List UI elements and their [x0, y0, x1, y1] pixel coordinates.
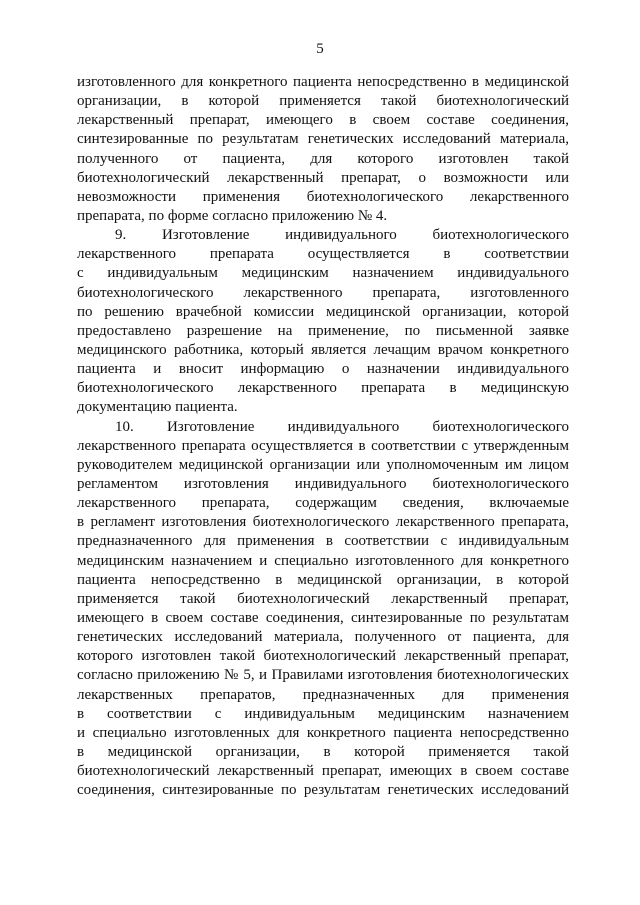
- text-line: генетических исследований материала, полученного от пациента, для: [77, 629, 569, 646]
- text-line: биотехнологического лекарственного препарата, изготовленного: [77, 284, 569, 301]
- text-line: лекарственного препарата осуществляется в соответствии: [77, 246, 569, 263]
- text-line: согласно приложению № 5, и Правилами изготовления биотехнологических: [77, 667, 569, 684]
- text-line: организации, в которой применяется такой биотехнологический: [77, 93, 569, 110]
- text-line: предназначенного для применения в соответствии с индивидуальным: [77, 533, 569, 550]
- text-line: регламентом изготовления индивидуального биотехнологического: [77, 475, 569, 492]
- text-line: биотехнологический лекарственный препарат, имеющих в своем составе: [77, 763, 569, 780]
- text-line: 10. Изготовление индивидуального биотехнологического: [115, 418, 569, 435]
- text-line: и специально изготовленных для конкретного пациента непосредственно: [77, 724, 569, 741]
- text-line: медицинским назначением и специально изготовленного для конкретного: [77, 552, 569, 569]
- text-line: в соответствии с индивидуальным медицинским назначением: [77, 705, 569, 722]
- text-line: документацию пациента.: [77, 399, 238, 416]
- paragraph: [77, 73, 569, 226]
- text-line: медицинского работника, который является лечащим врачом конкретного: [77, 341, 569, 358]
- paragraph: [77, 418, 569, 801]
- text-line: соединения, синтезированные по результатам генетических исследований: [77, 782, 569, 799]
- text-line: лекарственного препарата, содержащим сведения, включаемые: [77, 495, 569, 512]
- text-line: предоставлено разрешение на применение, по письменной заявке: [77, 322, 569, 339]
- text-line: биотехнологический лекарственный препарат, о возможности или: [77, 169, 569, 186]
- text-line: с индивидуальным медицинским назначением индивидуального: [77, 265, 569, 282]
- page-number: 5: [316, 41, 324, 57]
- text-line: 9. Изготовление индивидуального биотехнологического: [115, 227, 569, 244]
- text-line: лекарственных препаратов, предназначенных для применения: [77, 686, 569, 703]
- document-body: [77, 73, 569, 800]
- text-line: лекарственный препарат, имеющего в своем составе соединения,: [77, 112, 569, 129]
- text-line: полученного от пациента, для которого изготовлен такой: [77, 150, 569, 167]
- text-line: имеющего в своем составе соединения, синтезированные по результатам: [77, 609, 569, 626]
- text-line: применяется такой биотехнологический лекарственный препарат,: [77, 590, 569, 607]
- text-line: в медицинской организации, в которой применяется такой: [77, 743, 569, 760]
- text-line: по решению врачебной комиссии медицинской организации, которой: [77, 303, 569, 320]
- text-line: биотехнологического лекарственного препарата в медицинскую: [77, 380, 569, 397]
- text-line: пациента непосредственно в медицинской организации, в которой: [77, 571, 569, 588]
- text-line: изготовленного для конкретного пациента непосредственно в медицинской: [77, 74, 569, 90]
- text-line: препарата, по форме согласно приложению № 4.: [77, 207, 388, 224]
- paragraph: [77, 226, 569, 417]
- text-line: пациента и вносит информацию о назначении индивидуального: [77, 361, 569, 378]
- text-line: лекарственного препарата осуществляется в соответствии с утвержденным: [77, 437, 569, 454]
- text-line: руководителем медицинской организации или уполномоченным им лицом: [77, 456, 569, 473]
- text-line: в регламент изготовления биотехнологического лекарственного препарата,: [77, 514, 569, 531]
- text-line: которого изготовлен такой биотехнологический лекарственный препарат,: [77, 648, 569, 665]
- text-line: невозможности применения биотехнологического лекарственного: [77, 188, 569, 205]
- text-line: синтезированные по результатам генетических исследований материала,: [77, 131, 569, 148]
